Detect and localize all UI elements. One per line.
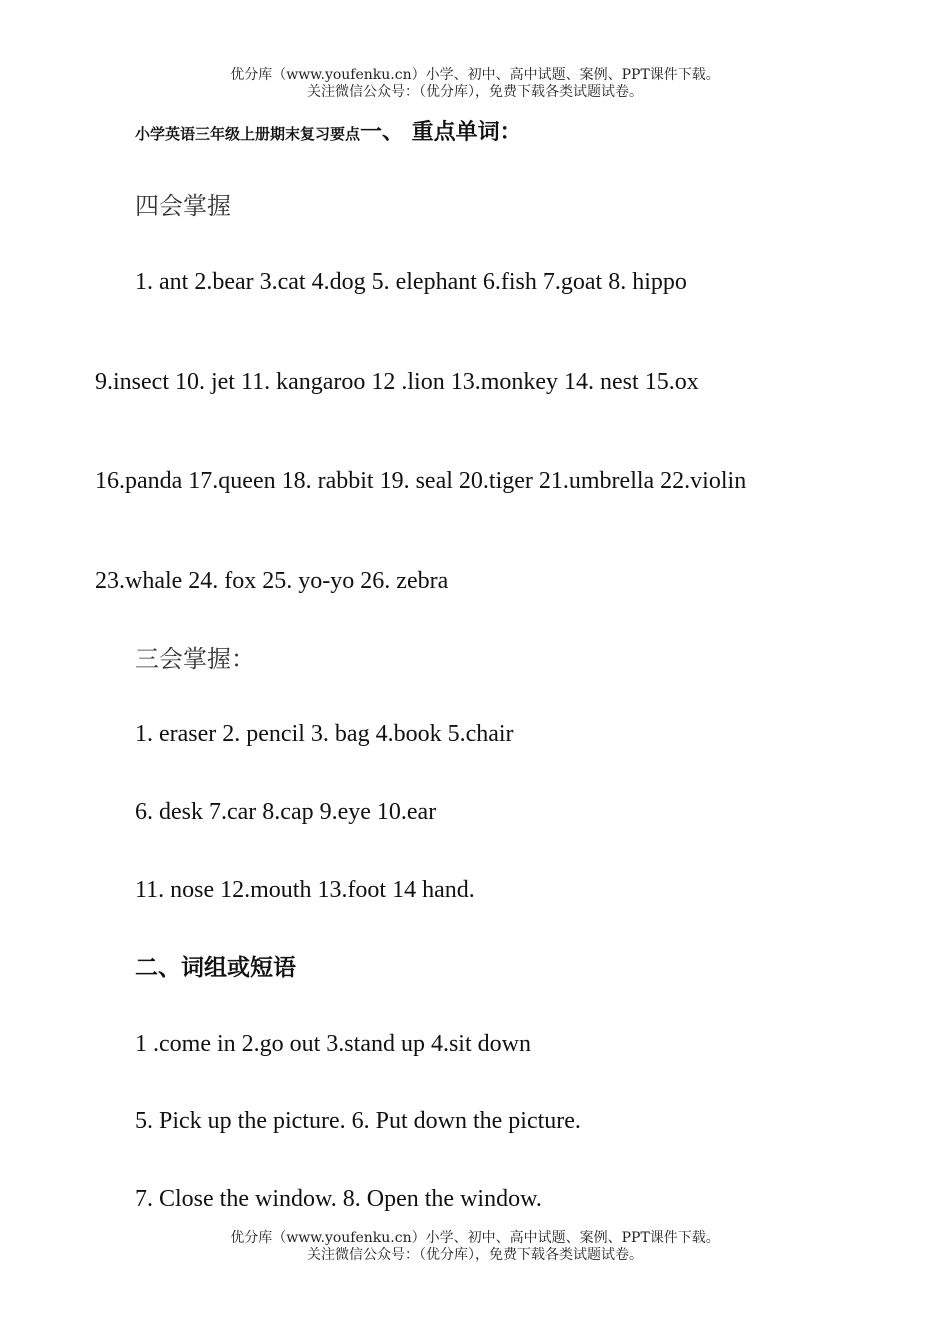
vocab-line: 9.insect 10. jet 11. kangaroo 12 .lion 13.monkey 14. nest 15.ox: [95, 369, 699, 395]
section-four-label: 四会掌握: [135, 192, 231, 220]
document-title: [135, 118, 522, 148]
phrase-line: 1 .come in 2.go out 3.stand up 4.sit down: [135, 1031, 531, 1057]
footer-line-1: 优分库（www.youfenku.cn）小学、初中、高中试题、案例、PPT课件下载。: [230, 1230, 720, 1246]
vocab-line: 23.whale 24. fox 25. yo-yo 26. zebra: [95, 568, 449, 594]
section-phrases-heading: 二、词组或短语: [135, 955, 296, 981]
footer-line-2: 关注微信公众号：（优分库），免费下载各类试题试卷。: [307, 1247, 643, 1263]
vocab-line: 16.panda 17.queen 18. rabbit 19. seal 20.tiger 21.umbrella 22.violin: [95, 468, 747, 494]
header-line-1: 优分库（www.youfenku.cn）小学、初中、高中试题、案例、PPT课件下载。: [230, 67, 720, 83]
page-header: [0, 67, 950, 101]
title-prefix: 小学英语三年级上册期末复习要点: [135, 125, 361, 143]
vocab-line: 1. eraser 2. pencil 3. bag 4.book 5.chair: [135, 721, 514, 747]
phrase-line: 5. Pick up the picture. 6. Put down the picture.: [135, 1108, 581, 1134]
phrase-line: 7. Close the window. 8. Open the window.: [135, 1186, 542, 1212]
vocab-line: 6. desk 7.car 8.cap 9.eye 10.ear: [135, 799, 437, 825]
title-main: 一、 重点单词：: [360, 120, 522, 145]
vocab-line: 1. ant 2.bear 3.cat 4.dog 5. elephant 6.fish 7.goat 8. hippo: [135, 269, 687, 295]
page-footer: [0, 1230, 950, 1264]
section-three-label: 三会掌握：: [135, 645, 255, 673]
vocab-line: 11. nose 12.mouth 13.foot 14 hand.: [135, 877, 475, 903]
header-line-2: 关注微信公众号：（优分库），免费下载各类试题试卷。: [307, 84, 643, 100]
